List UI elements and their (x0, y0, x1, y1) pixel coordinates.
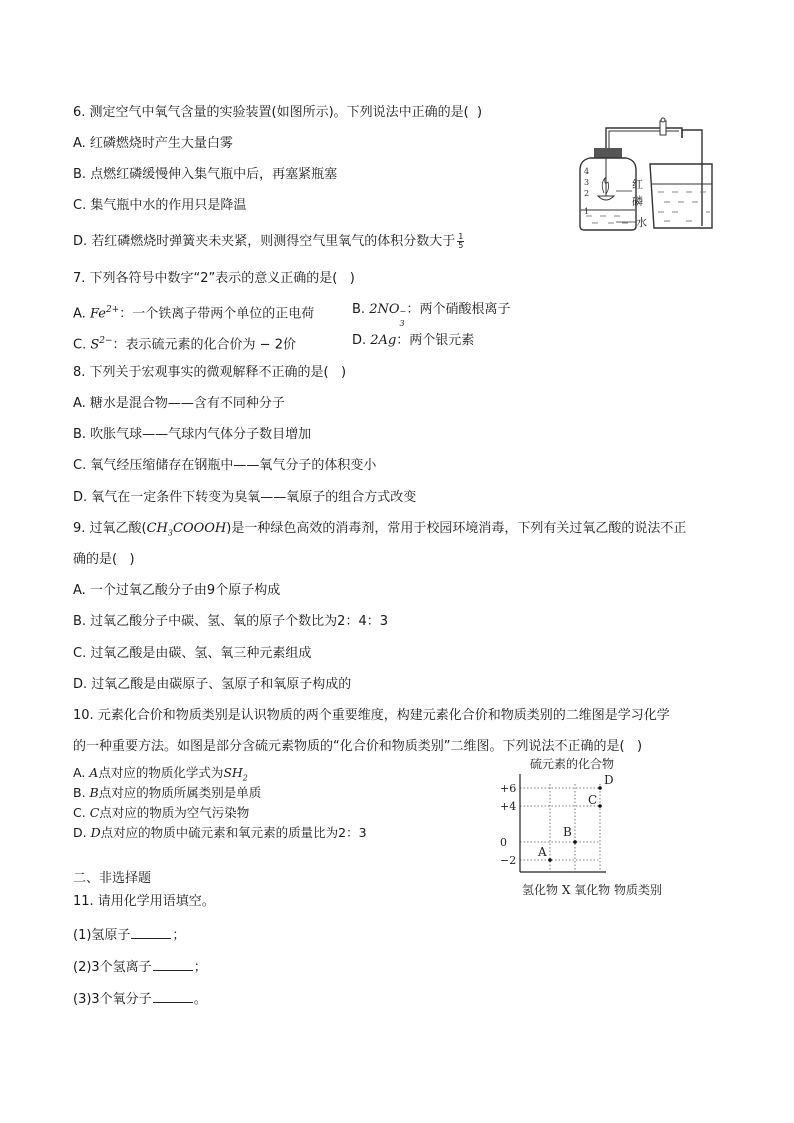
point-b (573, 840, 577, 844)
svg-text:红: 红 (632, 178, 643, 191)
q11-part-1: (1)氢原子 ； (73, 928, 186, 943)
q9-stem-line2: 确的是( ) (73, 552, 135, 567)
point-c (598, 804, 602, 808)
q6-stem: 6. 测定空气中氧气含量的实验装置(如图所示)。下列说法中正确的是( ) (73, 105, 483, 120)
svg-text:水: 水 (636, 216, 647, 229)
point-label-d: D (604, 773, 614, 787)
point-label-a: A (538, 845, 547, 859)
svg-text:3: 3 (584, 178, 590, 187)
q9-option-d[interactable]: D. 过氧乙酸是由碳原子、氢原子和氧原子构成的 (73, 677, 352, 692)
q9-option-a[interactable]: A. 一个过氧乙酸分子由9个原子构成 (73, 583, 281, 598)
q6-option-b[interactable]: B. 点燃红磷缓慢伸入集气瓶中后，再塞紧瓶塞 (73, 167, 338, 182)
y-tick-label: +6 (500, 782, 517, 795)
q7-stem: 7. 下列各符号中数字“2”表示的意义正确的是( ) (73, 271, 355, 286)
sulfur-valence-chart (496, 754, 706, 902)
q11-part-3: (3)3个氧分子 。 (73, 992, 207, 1007)
q8-option-b[interactable]: B. 吹胀气球——气球内气体分子数目增加 (73, 427, 312, 442)
q7-option-c[interactable]: C. $S^{2-}$：表示硫元素的化合价为 − 2价 (73, 336, 296, 353)
q7-option-b[interactable]: B. 2NO − 3 ：两个硝酸根离子 (352, 302, 511, 328)
answer-blank-1[interactable] (131, 926, 171, 939)
svg-text:4: 4 (584, 167, 590, 176)
q8-option-d[interactable]: D. 氧气在一定条件下转变为臭氧——氧原子的组合方式改变 (73, 490, 417, 505)
q8-stem: 8. 下列关于宏观事实的微观解释不正确的是( ) (73, 365, 347, 380)
svg-text:磷: 磷 (632, 195, 643, 208)
q7-option-a[interactable]: A. $Fe^{2+}$：一个铁离子带两个单位的正电荷 (73, 305, 315, 322)
fraction-one-fifth: $\frac{1}{5}$ (458, 232, 464, 250)
q10-stem: 10. 元素化合价和物质类别是认识物质的两个重要维度，构建元素化合价和物质类别的二维图是学习化学 (73, 708, 670, 723)
q10-stem-line2: 的一种重要方法。如图是部分含硫元素物质的“化合价和物质类别”二维图。下列说法不正确的是( ) (73, 739, 643, 754)
y-tick-label: −2 (500, 854, 517, 867)
q6-option-d[interactable] (73, 233, 464, 251)
q6-option-c[interactable]: C. 集气瓶中水的作用只是降温 (73, 198, 247, 213)
q6-apparatus-figure (572, 108, 724, 234)
svg-text:2: 2 (584, 189, 590, 198)
q11-part-2: (2)3个氢离子 ； (73, 960, 207, 975)
q9-stem: 9. 过氧乙酸$(CH_3COOOH)$是一种绿色高效的消毒剂，常用于校园环境消毒，下列有关过氧乙酸的说法不正 (73, 521, 687, 538)
svg-text:1: 1 (584, 207, 590, 216)
q6-option-d-text: D. 若红磷燃烧时弹簧夹未夹紧，则测得空气里氧气的体积分数大于 (73, 234, 456, 249)
section-heading: 二、非选择题 (73, 871, 152, 886)
chart-tick-labels (500, 782, 516, 867)
q8-option-c[interactable]: C. 氧气经压缩储存在钢瓶中——氧气分子的体积变小 (73, 458, 377, 473)
q8-option-a[interactable]: A. 糖水是混合物——含有不同种分子 (73, 396, 285, 411)
q11-stem: 11. 请用化学用语填空。 (73, 894, 215, 909)
point-d (598, 786, 602, 790)
q10-option-d[interactable]: D. D点对应的物质中硫元素和氧元素的质量比为2：3 (73, 825, 367, 840)
q9-option-c[interactable]: C. 过氧乙酸是由碳、氢、氧三种元素组成 (73, 646, 312, 661)
chart-xlabel: 氢化物 X 氧化物 物质类别 (522, 883, 662, 897)
q10-option-b[interactable]: B. B点对应的物质所属类别是单质 (73, 785, 262, 800)
point-label-c: C (588, 793, 598, 807)
chart-ylabel: 硫元素的化合物 (530, 757, 615, 771)
y-tick-label: +4 (500, 800, 517, 813)
q10-option-a[interactable]: A. A点对应的物质化学式为$SH_2$ (73, 765, 248, 783)
q9-option-b[interactable]: B. 过氧乙酸分子中碳、氢、氧的原子个数比为2：4：3 (73, 614, 388, 629)
answer-blank-3[interactable] (153, 990, 193, 1003)
q10-option-c[interactable]: C. C点对应的物质为空气污染物 (73, 805, 250, 820)
y-tick-label: 0 (500, 836, 507, 849)
q6-option-a[interactable]: A. 红磷燃烧时产生大量白雾 (73, 136, 233, 151)
q7-option-d[interactable]: D. 2Ag：两个银元素 (352, 333, 475, 348)
point-label-b: B (563, 825, 572, 839)
answer-blank-2[interactable] (153, 958, 193, 971)
point-a (548, 858, 552, 862)
